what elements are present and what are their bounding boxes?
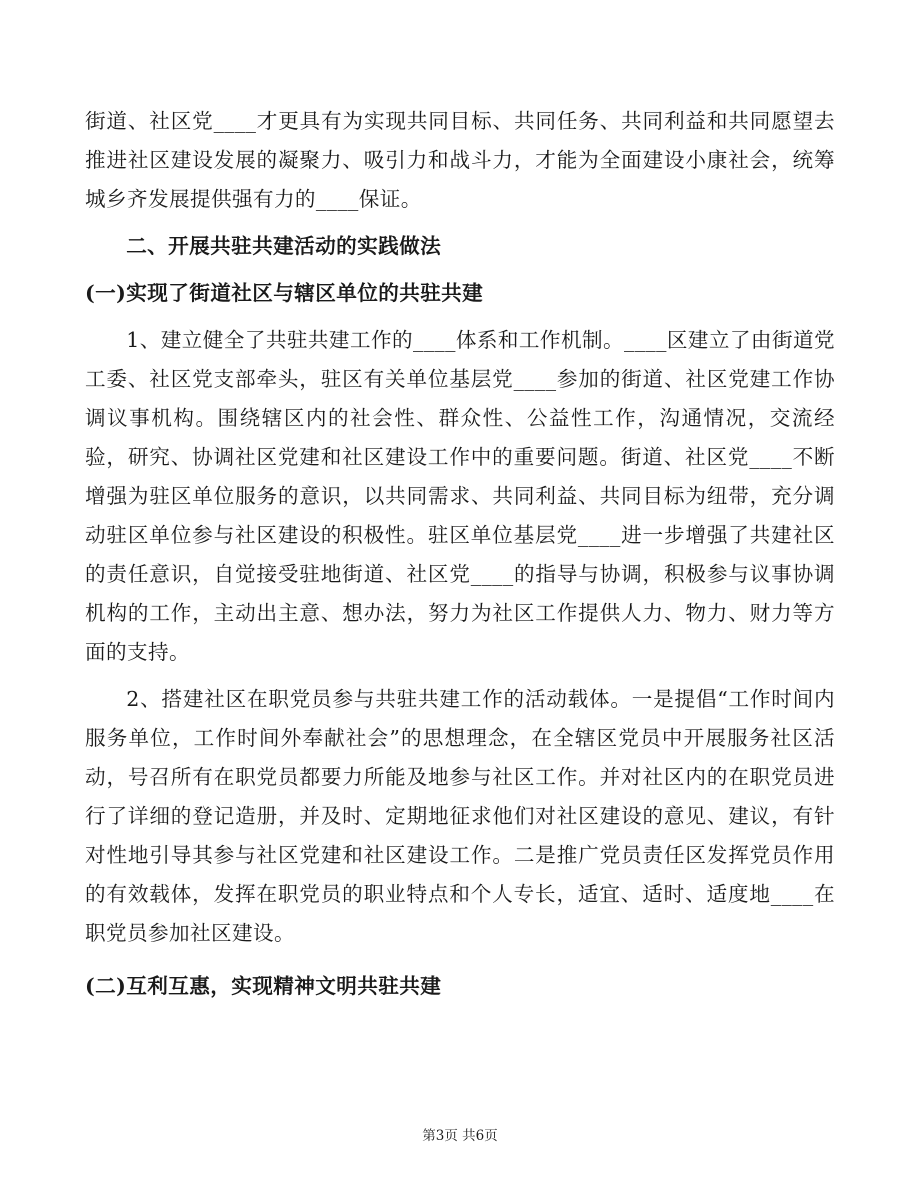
subsection-heading-2: (二)互利互惠，实现精神文明共驻共建 (85, 974, 442, 998)
document-body (85, 102, 835, 1006)
subsection-heading-1: (一)实现了街道社区与辖区单位的共驻共建 (85, 281, 484, 305)
page-number-footer: 第3页 共6页 (422, 1128, 498, 1144)
paragraph-item-2: 2、搭建社区在职党员参与共驻共建工作的活动载体。一是提倡“工作时间内服务单位，工作时间外奉献社会”的思想理念，在全辖区党员中开展服务社区活动，号召所有在职党员都要力所能及地参与社区工作。并对社区内的在职党员进行了详细的登记造册，并及时、定期地征求他们对社区建设的意见、建议，有针对性地引导其参与社区党建和社区建设工作。二是推广党员责任区发挥党员作用的有效载体，发挥在职党员的职业特点和个人专长，适宜、适时、适度地____在职党员参加社区建设。 (85, 687, 835, 945)
paragraph-item-1: 1、建立健全了共驻共建工作的____体系和工作机制。____区建立了由街道党工委、社区党支部牵头，驻区有关单位基层党____参加的街道、社区党建工作协调议事机构。围绕辖区内的社会性、群众性、公益性工作，沟通情况，交流经验，研究、协调社区党建和社区建设工作中的重要问题。街道、社区党____不断增强为驻区单位服务的意识，以共同需求、共同利益、共同目标为纽带，充分调动驻区单位参与社区建设的积极性。驻区单位基层党____进一步增强了共建社区的责任意识，自觉接受驻地街道、社区党____的指导与协调，积极参与议事协调机构的工作，主动出主意、想办法，努力为社区工作提供人力、物力、财力等方面的支持。 (85, 328, 835, 664)
paragraph-continuation: 街道、社区党____才更具有为实现共同目标、共同任务、共同利益和共同愿望去推进社区建设发展的凝聚力、吸引力和战斗力，才能为全面建设小康社会，统筹城乡齐发展提供强有力的____保证。 (85, 109, 835, 211)
section-heading: 二、开展共驻共建活动的实践做法 (126, 234, 442, 258)
